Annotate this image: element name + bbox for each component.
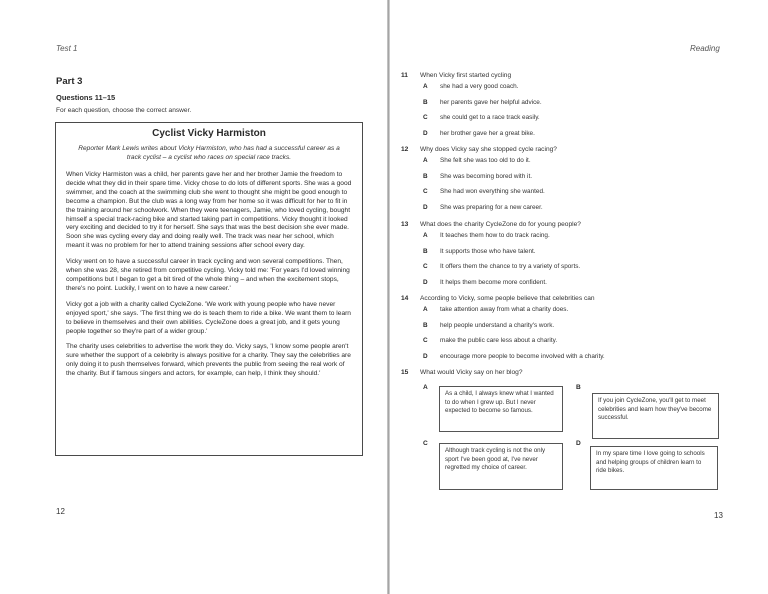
article-box xyxy=(55,122,363,456)
answer-option[interactable] xyxy=(401,99,746,115)
running-header-left: Test 1 xyxy=(56,44,78,53)
article-paragraph: The charity uses celebrities to advertise the work they do. Vicky says, 'I know some people aren't sure whether the support of a celebrity is always positive for a charity. They say the celebrities are only doing it to push themselves forward, which prevents the public from seeing the real work of the charity. But if famous singers and actors, for example, can help, I think they should.' xyxy=(66,343,351,378)
question-number: 13 xyxy=(401,221,409,228)
option-text: her brother gave her a great bike. xyxy=(440,129,535,137)
answer-option[interactable] xyxy=(401,130,746,146)
option-text: she could get to a race track easily. xyxy=(440,114,540,121)
option-letter: B xyxy=(423,247,428,255)
question-number: 11 xyxy=(401,72,408,79)
answer-option[interactable] xyxy=(401,306,746,322)
option-letter: D xyxy=(423,203,428,211)
option-text: She was preparing for a new career. xyxy=(440,203,543,211)
question-12 xyxy=(401,146,746,219)
question-stem: When Vicky first started cycling xyxy=(420,72,512,79)
option-letter: D xyxy=(423,129,428,137)
answer-option[interactable] xyxy=(401,114,746,130)
question-11 xyxy=(401,72,746,145)
option-text: her parents gave her helpful advice. xyxy=(440,98,542,106)
option-text: make the public care less about a charity. xyxy=(440,337,558,344)
blog-option-d[interactable]: In my spare time I love going to schools and helping groups of children learn to ride bikes. xyxy=(590,446,718,490)
option-text: help people understand a charity's work. xyxy=(440,321,555,329)
option-text: take attention away from what a charity does. xyxy=(440,306,569,313)
question-stem: What does the charity CycleZone do for young people? xyxy=(420,221,581,228)
answer-option[interactable] xyxy=(401,337,746,353)
answer-option[interactable] xyxy=(401,353,746,369)
option-letter: B xyxy=(423,321,428,329)
article-paragraph: When Vicky Harmiston was a child, her parents gave her and her brother Jamie the freedom to decide what they did in their spare time. Vicky chose to do lots of different sports. She was a good swimmer, and the coach at the swimming club she went to thought she might be good enough to become a champion. But the club was a long way from her home so it was difficult for her to fit in the training around her schoolwork. When they were teenagers, Jamie, who loved cycling, bought himself a special track-racing bike and started taking part in competitions. Vicky thought it looked very exciting and decided to try it for herself. She says that was the best decision she ever made. Soon she was cycling every day and doing really well. The track was near her school, which meant it was no problem for her to attend training sessions after school every day. xyxy=(66,171,352,250)
option-letter: A xyxy=(423,83,428,90)
option-text: It teaches them how to do track racing. xyxy=(440,232,550,239)
option-letter: C xyxy=(423,440,428,447)
question-stem: According to Vicky, some people believe that celebrities can xyxy=(420,295,595,302)
answer-option[interactable] xyxy=(401,232,746,248)
option-text: She was becoming bored with it. xyxy=(440,172,533,180)
answer-option[interactable] xyxy=(401,157,746,173)
option-letter: D xyxy=(423,352,428,360)
option-text: It helps them become more confident. xyxy=(440,278,547,286)
answer-option[interactable] xyxy=(401,83,746,99)
question-number: 15 xyxy=(401,369,409,376)
option-letter: A xyxy=(423,157,428,164)
part-heading: Part 3 xyxy=(56,76,83,87)
option-text: she had a very good coach. xyxy=(440,83,519,90)
running-header-right: Reading xyxy=(690,44,720,53)
option-letter: C xyxy=(423,188,428,195)
option-letter: C xyxy=(423,263,428,270)
option-letter: B xyxy=(423,98,428,106)
question-stem: Why does Vicky say she stopped cycle racing? xyxy=(420,146,557,153)
option-letter: B xyxy=(576,384,581,391)
option-text: It offers them the chance to try a variety of sports. xyxy=(440,263,581,270)
page-number-right: 13 xyxy=(714,511,723,520)
instruction-text: For each question, choose the correct answer. xyxy=(56,107,192,114)
page-number-left: 12 xyxy=(56,507,65,516)
answer-option[interactable] xyxy=(401,322,746,338)
article-title: Cyclist Vicky Harmiston xyxy=(152,128,266,139)
blog-option-c[interactable]: Although track cycling is not the only sport I've been good at, I've never regretted my choice of career. xyxy=(439,443,563,490)
option-text: encourage more people to become involved with a charity. xyxy=(440,352,605,360)
answer-option[interactable] xyxy=(401,173,746,189)
question-13 xyxy=(401,221,746,294)
option-text: She felt she was too old to do it. xyxy=(440,157,531,164)
option-letter: D xyxy=(423,278,428,286)
question-number: 14 xyxy=(401,295,409,302)
option-letter: A xyxy=(423,384,428,391)
option-letter: B xyxy=(423,172,428,180)
article-paragraph: Vicky went on to have a successful career in track cycling and won several competitions. Then, when she was 28, she retired from competitive cycling. Vicky told me: 'For years I'd loved winning competitions but I began to get a bit tired of the whole thing – and when the excitement stops, there's no point. Luckily, I went on to have a new career.' xyxy=(66,258,350,292)
option-letter: A xyxy=(423,306,428,313)
option-letter: D xyxy=(576,440,581,447)
answer-option[interactable] xyxy=(401,188,746,204)
question-14 xyxy=(401,295,746,368)
questions-range: Questions 11–15 xyxy=(56,93,116,102)
answer-option[interactable] xyxy=(401,263,746,279)
blog-option-b[interactable]: If you join CycleZone, you'll get to meet celebrities and learn how they've become successful. xyxy=(592,393,719,439)
question-number: 12 xyxy=(401,146,409,153)
answer-option[interactable] xyxy=(401,279,746,295)
answer-option[interactable] xyxy=(401,204,746,220)
option-letter: C xyxy=(423,337,428,344)
article-intro: Reporter Mark Lewis writes about Vicky Harmiston, who has had a successful career as a track cyclist – a cyclist who races on special race tracks. xyxy=(78,145,340,161)
blog-option-a[interactable]: As a child, I always knew what I wanted to do when I grew up. But I never expected to become so famous. xyxy=(439,386,563,432)
question-15 xyxy=(401,369,746,380)
question-stem: What would Vicky say on her blog? xyxy=(420,369,523,376)
answer-option[interactable] xyxy=(401,248,746,264)
option-letter: C xyxy=(423,114,428,121)
option-text: She had won everything she wanted. xyxy=(440,188,545,195)
option-text: It supports those who have talent. xyxy=(440,247,536,255)
option-letter: A xyxy=(423,232,428,239)
article-paragraph: Vicky got a job with a charity called CycleZone. 'We work with young people who have never enjoyed sport,' she says. 'The first thing we do is teach them to ride a bike. We want them to learn to believe in themselves and their own abilities. CycleZone does a great job, and it gets young people together so they're part of a wider group.' xyxy=(66,300,351,335)
